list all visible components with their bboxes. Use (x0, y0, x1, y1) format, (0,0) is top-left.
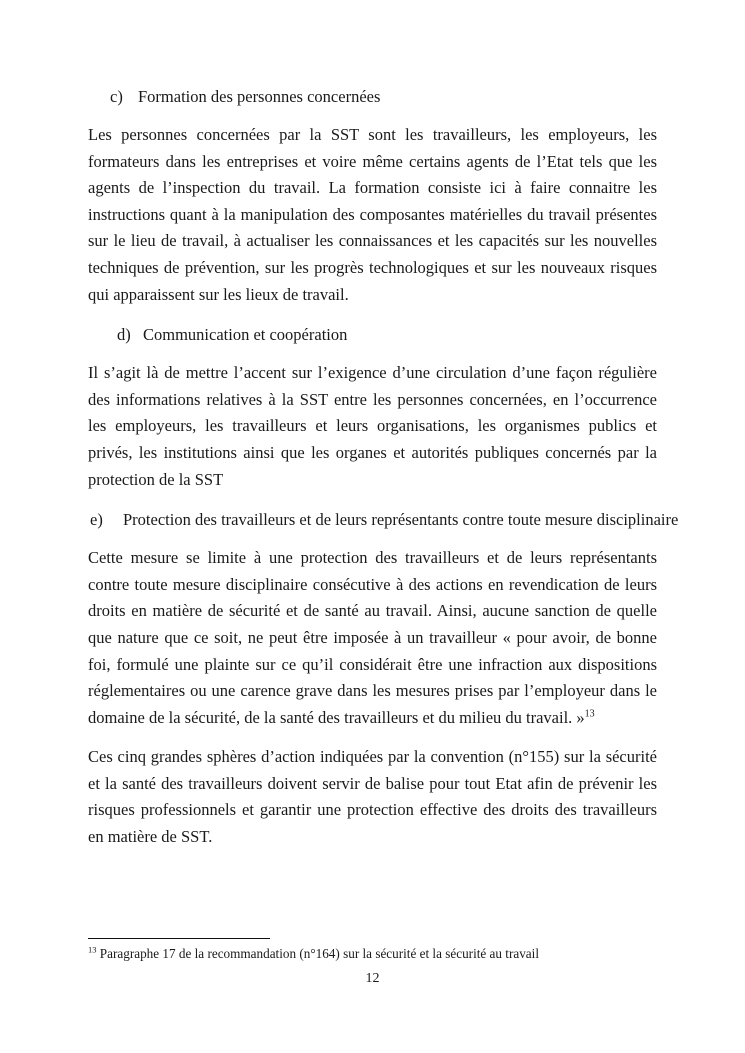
heading-c-formation (88, 88, 657, 106)
paragraph-formation: Les personnes concernées par la SST sont les travailleurs, les employeurs, les formateurs dans les entreprises et voire même certains agents de l’Etat tels que les agents de l’inspection du travail. La formation consiste ici à faire connaitre les instructions quant à la manipulation des composantes matérielles du travail présentes sur le lieu de travail, à actualiser les connaissances et les capacités sur les nouvelles techniques de prévention, sur les progrès technologiques et sur les nouveaux risques qui apparaissent sur les lieux de travail. (88, 125, 657, 304)
heading-d-communication (88, 326, 657, 344)
heading-label: Protection des travailleurs et de leurs représentants contre toute mesure disciplinaire (123, 510, 679, 530)
paragraph-communication: Il s’agit là de mettre l’accent sur l’exigence d’une circulation d’une façon régulière des informations relatives à la SST entre les personnes concernées, en l’occurrence les employeurs, les travailleurs et leurs organisations, les organismes publics et privés, les institutions ainsi que les organes et autorités publiques concernés par la protection de la SST (88, 363, 657, 489)
heading-marker: e) (90, 510, 103, 530)
footnote-separator-rule (88, 938, 270, 939)
heading-marker: d) (117, 325, 131, 345)
paragraph-conclusion: Ces cinq grandes sphères d’action indiquées par la convention (n°155) sur la sécurité et la santé des travailleurs doivent servir de balise pour tout Etat afin de prévenir les risques professionnels et garantir une protection effective des droits des travailleurs en matière de SST. (88, 747, 657, 847)
heading-e-protection (88, 510, 679, 530)
heading-marker: c) (110, 87, 123, 106)
footnote-text: Paragraphe 17 de la recommandation (n°164) sur la sécurité et la sécurité au travail (96, 946, 539, 961)
footnote-number: 13 (88, 944, 97, 955)
footnote (88, 945, 668, 963)
page-number: 12 (365, 971, 380, 986)
heading-label: Communication et coopération (143, 325, 348, 345)
footnote-reference-13: 13 (584, 708, 595, 720)
paragraph-protection (88, 545, 657, 731)
paragraph-protection-text: Cette mesure se limite à une protection des travailleurs et de leurs représentants contre toute mesure disciplinaire consécutive à des actions en revendication de leurs droits en matière de sécurité et de santé au travail. Ainsi, aucune sanction de quelle que nature que ce soit, ne peut être imposée à un travailleur « pour avoir, de bonne foi, formulé une plainte sur ce qu’il considérait être une infraction aux dispositions réglementaires ou une carence grave dans les mesures prises par l’employeur dans le domaine de la sécurité, de la santé des travailleurs et du milieu du travail. » (88, 548, 657, 727)
heading-label: Formation des personnes concernées (138, 87, 381, 106)
